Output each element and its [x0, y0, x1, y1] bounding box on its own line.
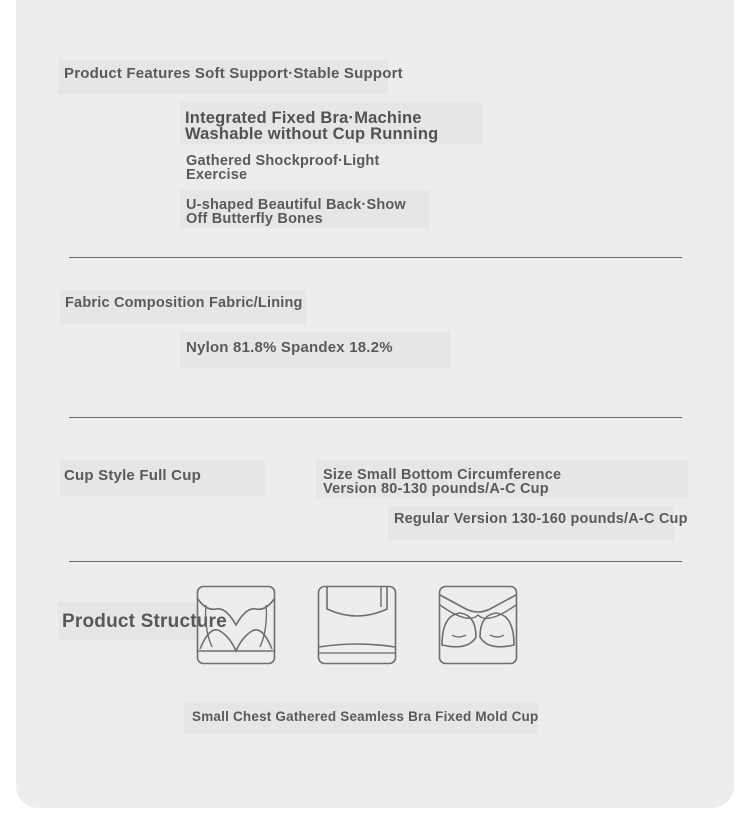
- small-chest-gathered-icon: [196, 585, 276, 665]
- divider: [69, 561, 682, 562]
- cup-style: Cup Style Full Cup: [64, 467, 201, 484]
- divider: [69, 257, 682, 258]
- feature-item-u-back: U-shaped Beautiful Back·Show Off Butterfly Bones: [186, 197, 406, 227]
- seamless-bra-icon: [317, 585, 397, 665]
- feature-item-fixed-bra: Integrated Fixed Bra·Machine Washable without Cup Running: [185, 109, 439, 143]
- divider: [69, 417, 682, 418]
- fabric-heading: Fabric Composition Fabric/Lining: [65, 295, 303, 311]
- size-small: Size Small Bottom Circumference Version 80-130 pounds/A-C Cup: [323, 467, 562, 497]
- structure-caption: Small Chest Gathered Seamless Bra Fixed Mold Cup: [192, 709, 539, 724]
- features-heading: Product Features Soft Support·Stable Support: [64, 65, 403, 82]
- fixed-mold-cup-icon: [438, 585, 518, 665]
- structure-heading: Product Structure: [62, 611, 227, 632]
- size-regular: Regular Version 130-160 pounds/A-C Cup: [394, 511, 688, 527]
- feature-item-shockproof: Gathered Shockproof·Light Exercise: [186, 153, 380, 183]
- fabric-value: Nylon 81.8% Spandex 18.2%: [186, 339, 393, 356]
